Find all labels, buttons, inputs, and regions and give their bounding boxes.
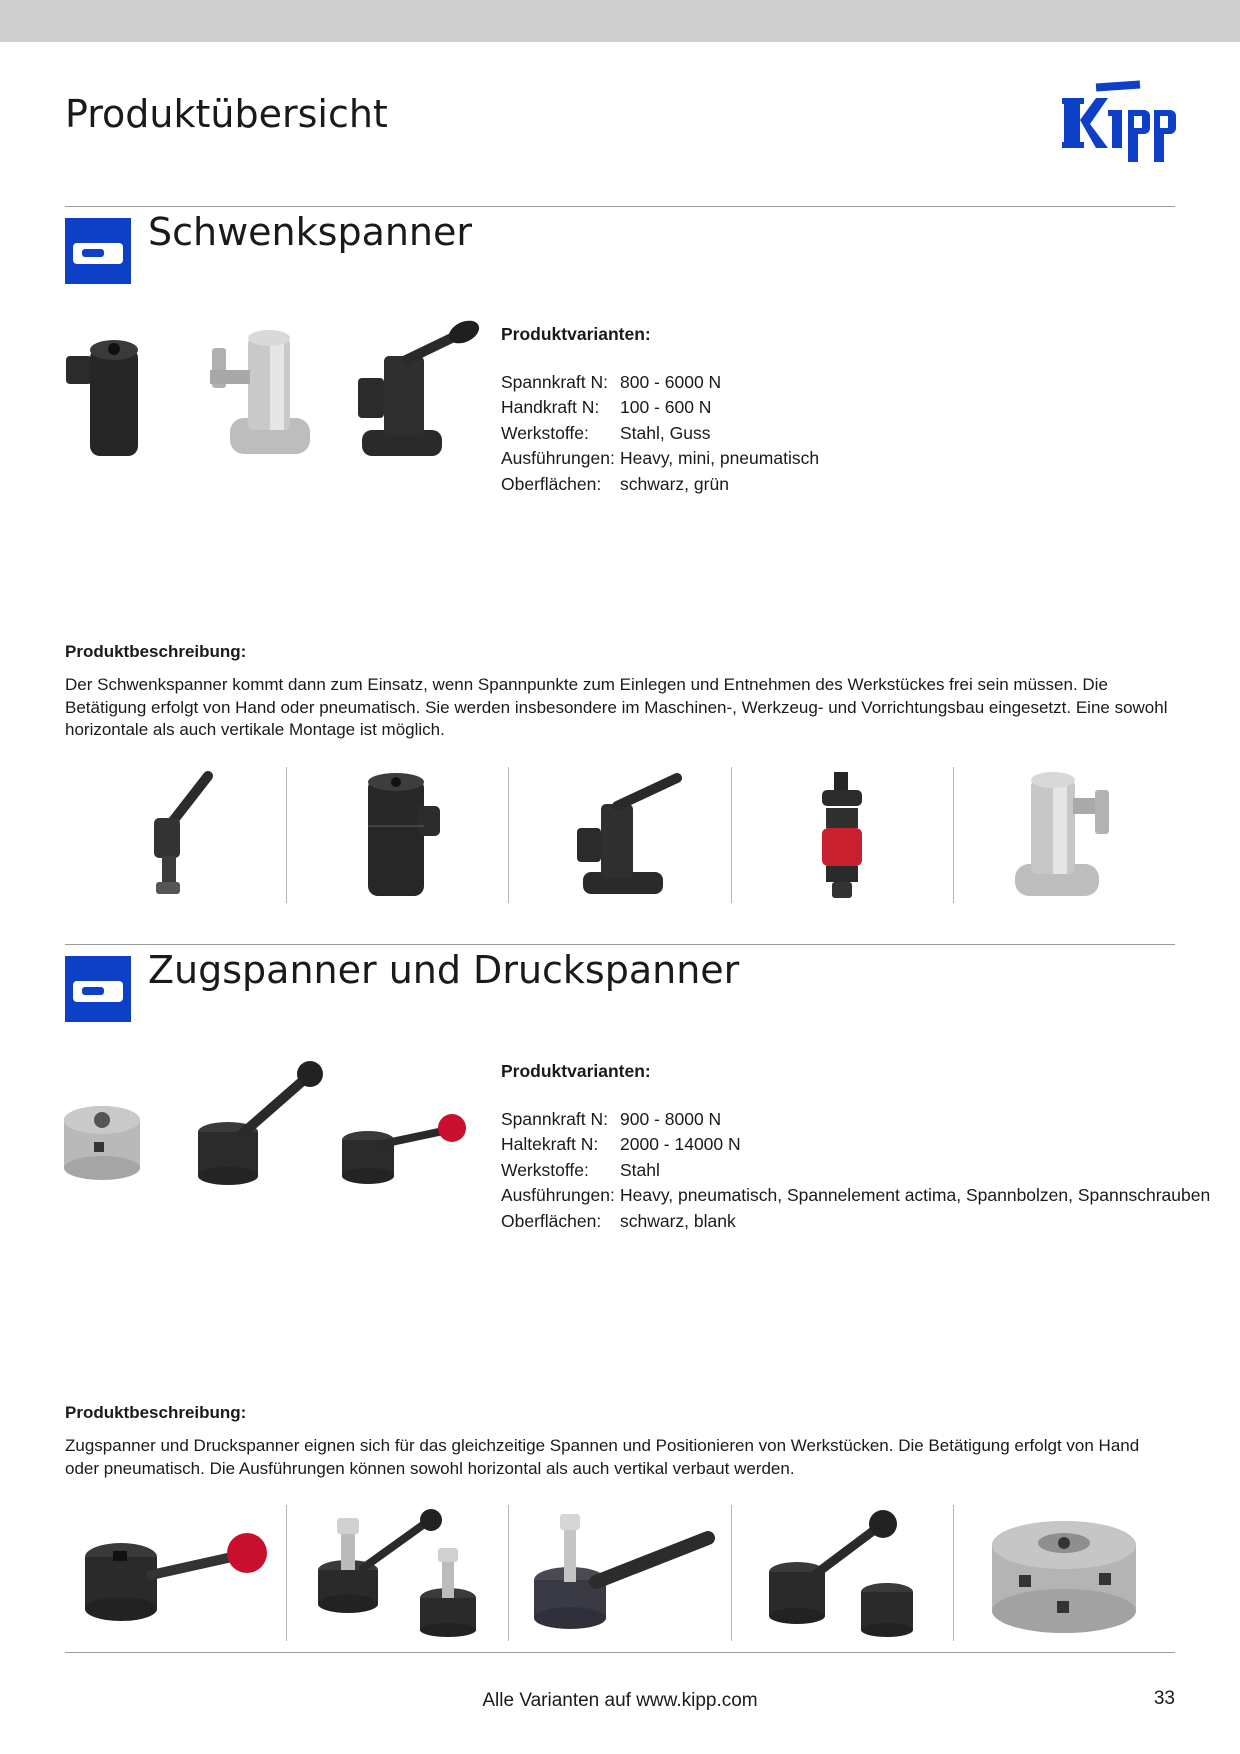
- gallery-image: [508, 1505, 730, 1641]
- gallery-image: [953, 1505, 1175, 1641]
- variant-label: Oberflächen:: [501, 1210, 602, 1231]
- top-bar: [0, 0, 1240, 42]
- section-title: Schwenkspanner: [148, 210, 473, 254]
- product-variants: [501, 322, 819, 497]
- product-gallery: [65, 767, 1175, 903]
- footer-divider: [65, 1652, 1175, 1653]
- variant-row: [501, 446, 819, 472]
- product-image-pull-push-clamps: [62, 1058, 482, 1190]
- gallery-image: [286, 767, 508, 903]
- variant-value: 800 - 6000 N: [620, 371, 722, 392]
- variant-label: Oberflächen:: [501, 473, 602, 494]
- description-heading: Produktbeschreibung:: [65, 1403, 247, 1422]
- variant-row: [501, 1209, 1210, 1235]
- product-image: [757, 1508, 927, 1638]
- gallery-image: [65, 767, 286, 903]
- page-title: Produktübersicht: [65, 92, 388, 136]
- product-image: [520, 1508, 720, 1638]
- product-image: [303, 1508, 493, 1638]
- variant-value: schwarz, grün: [620, 473, 729, 494]
- product-image: [348, 770, 448, 900]
- section-title: Zugspanner und Druckspanner: [148, 948, 740, 992]
- variant-label: Handkraft N:: [501, 397, 600, 417]
- variant-row: [501, 472, 819, 498]
- variant-value: 100 - 600 N: [620, 397, 712, 417]
- variant-value: schwarz, blank: [620, 1210, 736, 1231]
- variant-value: Heavy, mini, pneumatisch: [620, 448, 820, 468]
- gallery-image: [731, 767, 953, 903]
- gallery-image: [65, 1505, 286, 1641]
- section-divider: [65, 944, 1175, 945]
- footer-link-text: Alle Varianten auf www.kipp.com: [482, 1690, 758, 1711]
- product-image: [81, 1513, 271, 1633]
- gallery-image: [508, 767, 730, 903]
- product-image: [802, 770, 882, 900]
- product-image: [555, 770, 685, 900]
- kipp-logo: [1062, 76, 1180, 164]
- variant-row: [501, 370, 819, 396]
- clamp-symbol-icon: [65, 218, 131, 284]
- product-image: [1009, 770, 1119, 900]
- variant-value: 900 - 8000 N: [620, 1108, 722, 1129]
- variant-row: [501, 421, 819, 447]
- product-image: [979, 1505, 1149, 1641]
- variant-value: 2000 - 14000 N: [620, 1134, 741, 1154]
- clamp-symbol-icon: [65, 956, 131, 1022]
- product-variants: [501, 1059, 1210, 1234]
- product-image: [126, 770, 226, 900]
- variant-value: Stahl: [620, 1159, 660, 1180]
- variant-row: [501, 1183, 1210, 1209]
- variant-value: Stahl, Guss: [620, 422, 711, 443]
- variant-row: [501, 395, 819, 421]
- description-text: Zugspanner und Druckspanner eignen sich für das gleichzeitige Spannen und Positionieren von Werkstücken. Die Betätigung erfolgt von Hand oder pneumatisch. Die Ausführungen können sowohl horizontal als auch vertikal verbaut werden.: [65, 1436, 1140, 1478]
- variant-label: Werkstoffe:: [501, 422, 589, 443]
- variants-heading: Produktvarianten:: [501, 324, 651, 344]
- description-heading: Produktbeschreibung:: [65, 642, 247, 661]
- product-image-swing-clamps: [62, 318, 482, 468]
- description-text: Der Schwenkspanner kommt dann zum Einsatz, wenn Spannpunkte zum Einlegen und Entnehmen des Werkstückes frei sein müssen. Die Betätigung erfolgt von Hand oder pneumatisch. Sie werden insbesondere im Maschinen-, Werkzeug- und Vorrichtungsbau eingesetzt. Eine sowohl horizontale als auch vertikale Montage ist möglich.: [65, 675, 1168, 739]
- variant-row: [501, 1158, 1210, 1184]
- variant-row: [501, 1107, 1210, 1133]
- variant-label: Haltekraft N:: [501, 1134, 599, 1154]
- variant-label: Spannkraft N:: [501, 371, 608, 392]
- gallery-image: [286, 1505, 508, 1641]
- variant-label: Spannkraft N:: [501, 1108, 608, 1129]
- variant-label: Ausführungen:: [501, 1185, 615, 1205]
- variant-value: Heavy, pneumatisch, Spannelement actima, Spannbolzen, Spannschrauben: [620, 1185, 1211, 1205]
- gallery-image: [953, 767, 1175, 903]
- header-divider: [65, 206, 1175, 207]
- product-gallery: [65, 1505, 1175, 1641]
- variant-label: Werkstoffe:: [501, 1159, 589, 1180]
- variant-row: [501, 1132, 1210, 1158]
- variant-label: Ausführungen:: [501, 448, 615, 468]
- gallery-image: [731, 1505, 953, 1641]
- page-number: 33: [1153, 1688, 1175, 1709]
- variants-heading: Produktvarianten:: [501, 1061, 651, 1081]
